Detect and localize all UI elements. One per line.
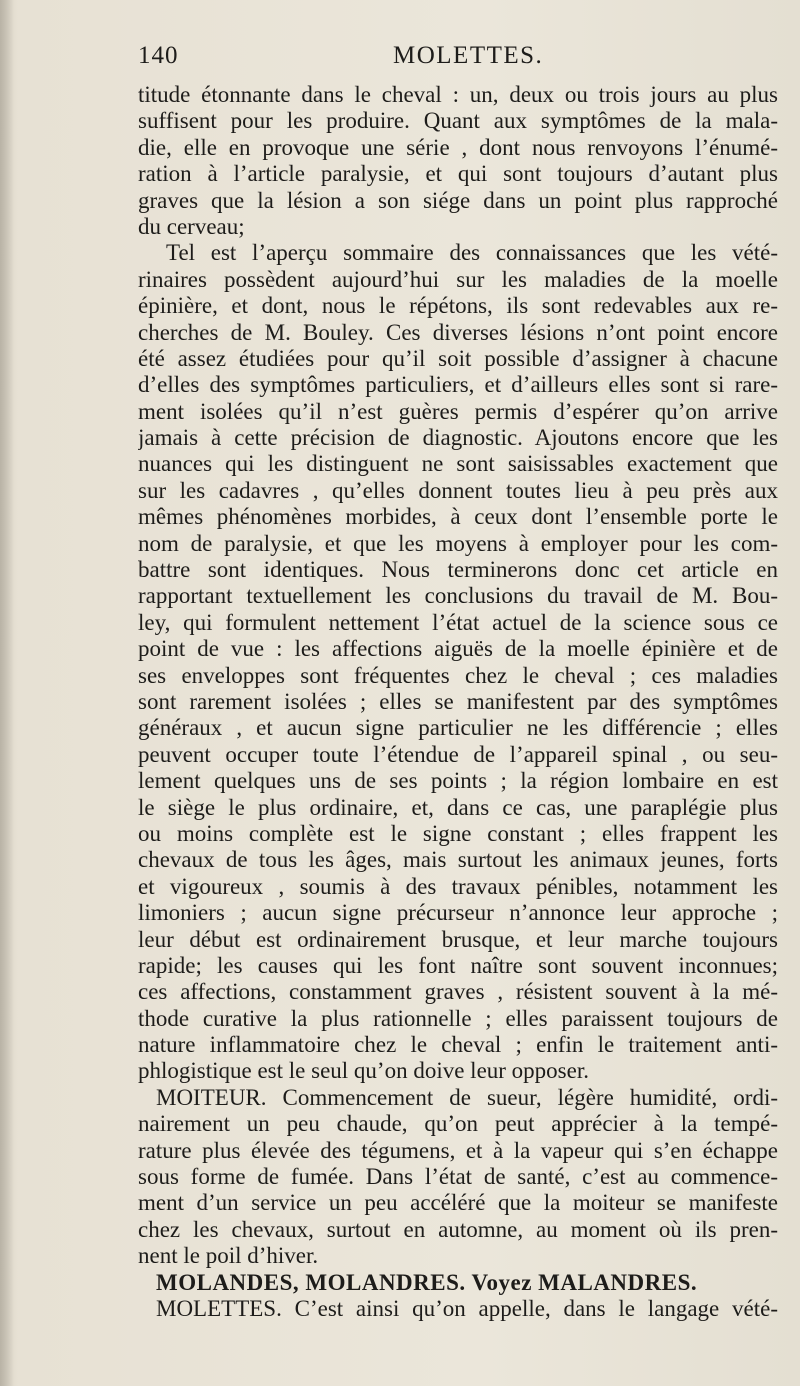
text-line: rapide; les causes qui les font naître sont souvent inconnues; <box>138 952 778 978</box>
text-line: phlogistique est le seul qu’on doive leur opposer. <box>138 1058 589 1084</box>
text-line: nom de paralysie, et que les moyens à employer pour les com- <box>138 530 778 556</box>
text-line: die, elle en provoque une série , dont nous renvoyons l’énumé- <box>138 134 778 160</box>
text-line: graves que la lésion a son siége dans un point plus rapproché <box>138 187 778 213</box>
text-line: ment d’un service un peu accéléré que la moiteur se manifeste <box>138 1190 778 1216</box>
text-line: rature plus élevée des tégumens, et à la vapeur qui s’en échappe <box>138 1137 778 1163</box>
text-line: chez les chevaux, surtout en automne, au moment où ils pren- <box>138 1216 778 1242</box>
text-line: Tel est l’aperçu sommaire des connaissances que les vété- <box>166 240 778 266</box>
text-line: thode curative la plus rationnelle ; elles paraissent toujours de <box>138 1005 778 1031</box>
text-line: nature inflammatoire chez le cheval ; enfin le traitement anti- <box>138 1032 778 1058</box>
text-line: ration à l’article paralysie, et qui sont toujours d’autant plus <box>138 161 778 187</box>
text-line: et vigoureux , soumis à des travaux pénibles, notamment les <box>138 873 778 899</box>
body-text <box>138 82 778 1322</box>
entry-molandes: MOLANDES, MOLANDRES. Voyez MALANDRES. <box>156 1269 698 1295</box>
text-line: battre sont identiques. Nous terminerons donc cet article en <box>138 557 778 583</box>
page-header <box>138 42 778 76</box>
entry-molettes: MOLETTES. C’est ainsi qu’on appelle, dans le langage vété- <box>156 1295 778 1321</box>
text-line: peuvent occuper toute l’étendue de l’appareil spinal , ou seu- <box>138 741 778 767</box>
text-line: sont rarement isolées ; elles se manifestent par des symptômes <box>138 688 778 714</box>
running-title: MOLETTES. <box>393 42 544 69</box>
text-line: sous forme de fumée. Dans l’état de santé, c’est au commence- <box>138 1164 778 1190</box>
text-line: nairement un peu chaude, qu’on peut apprécier à la tempé- <box>138 1111 778 1137</box>
text-line: point de vue : les affections aiguës de la moelle épinière et de <box>138 636 778 662</box>
text-line: du cerveau; <box>138 213 245 239</box>
text-line: titude étonnante dans le cheval : un, deux ou trois jours au plus <box>138 82 778 107</box>
text-line: limoniers ; aucun signe précurseur n’annonce leur approche ; <box>138 900 778 926</box>
text-line: été assez étudiées pour qu’il soit possible d’assigner à chacune <box>138 345 778 371</box>
text-line: suffisent pour les produire. Quant aux symptômes de la mala- <box>138 108 778 134</box>
entry-moiteur: MOITEUR. Commencement de sueur, légère humidité, ordi- <box>156 1084 778 1110</box>
text-line: ment isolées qu’il n’est guères permis d’espérer qu’on arrive <box>138 398 778 424</box>
text-line: leur début est ordinairement brusque, et leur marche toujours <box>138 926 778 952</box>
page-number: 140 <box>138 42 179 69</box>
text-line: le siège le plus ordinaire, et, dans ce cas, une paraplégie plus <box>138 794 778 820</box>
text-line: chevaux de tous les âges, mais surtout les animaux jeunes, forts <box>138 847 778 873</box>
text-line: ses enveloppes sont fréquentes chez le cheval ; ces maladies <box>138 662 778 688</box>
text-line: rinaires possèdent aujourd’hui sur les maladies de la moelle <box>138 266 778 292</box>
text-line: cherches de M. Bouley. Ces diverses lésions n’ont point encore <box>138 319 778 345</box>
text-line: rapportant textuellement les conclusions du travail de M. Bou- <box>138 583 778 609</box>
text-line: nent le poil d’hiver. <box>138 1243 319 1269</box>
text-line: sur les cadavres , qu’elles donnent toutes lieu à peu près aux <box>138 477 778 503</box>
text-line: ces affections, constamment graves , résistent souvent à la mé- <box>138 979 778 1005</box>
text-line: généraux , et aucun signe particulier ne les différencie ; elles <box>138 715 778 741</box>
text-line: nuances qui les distinguent ne sont saisissables exactement que <box>138 451 778 477</box>
text-line: d’elles des symptômes particuliers, et d’ailleurs elles sont si rare- <box>138 372 778 398</box>
text-line: jamais à cette précision de diagnostic. Ajoutons encore que les <box>138 425 778 451</box>
text-line: ley, qui formulent nettement l’état actuel de la science sous ce <box>138 609 778 635</box>
spine-shadow <box>0 0 14 1386</box>
text-line: lement quelques uns de ses points ; la région lombaire en est <box>138 768 778 794</box>
text-line: épinière, et dont, nous le répétons, ils sont redevables aux re- <box>138 293 778 319</box>
text-line: mêmes phénomènes morbides, à ceux dont l’ensemble porte le <box>138 504 778 530</box>
text-line: ou moins complète est le signe constant ; elles frappent les <box>138 820 778 846</box>
